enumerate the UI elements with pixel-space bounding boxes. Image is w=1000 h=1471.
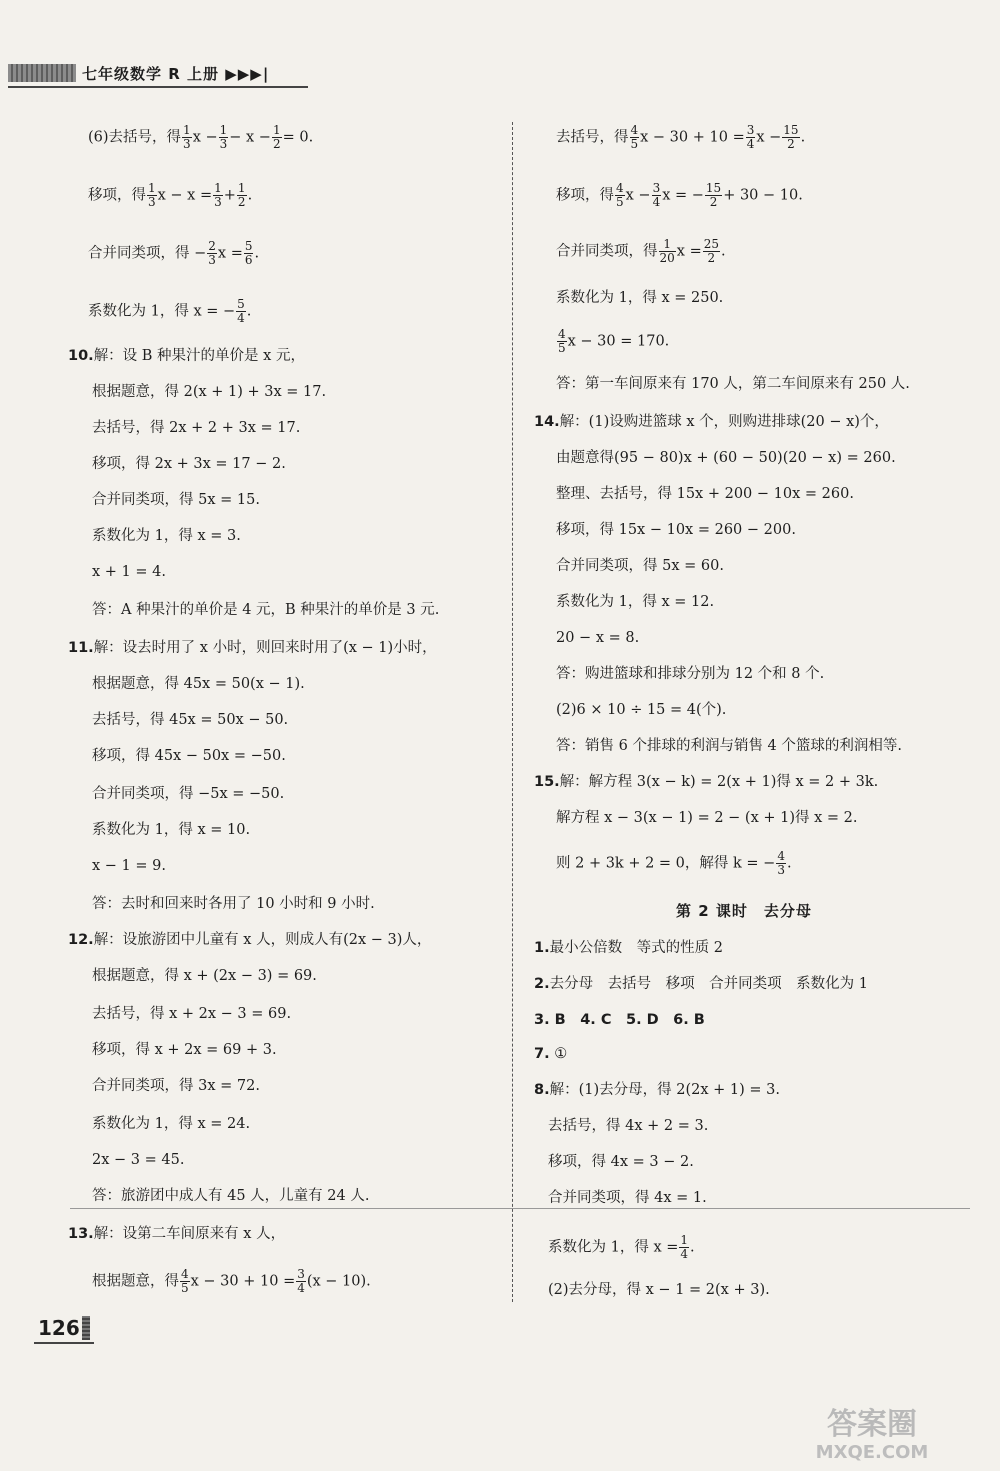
q14-line5: 合并同类项，得 5x = 60. <box>556 558 724 574</box>
q12-line2: 根据题意，得 x + (2x − 3) = 69. <box>92 968 317 984</box>
q14-line7: 20 − x = 8. <box>556 630 640 646</box>
q11-line1: 11.解：设去时用了 x 小时，则回来时用了(x − 1)小时， <box>68 640 437 656</box>
q12-line4: 移项，得 x + 2x = 69 + 3. <box>92 1042 277 1058</box>
q11-line2: 根据题意，得 45x = 50(x − 1). <box>92 676 305 692</box>
s3-line: 3. B 4. C 5. D 6. B <box>534 1012 705 1028</box>
s8-line4: 合并同类项，得 4x = 1. <box>548 1190 707 1206</box>
s8-line2: 去括号，得 4x + 2 = 3. <box>548 1118 709 1134</box>
q14-line9: (2)6 × 10 ÷ 15 = 4(个). <box>556 702 727 718</box>
q12-answer: 答：旅游团中成人有 45 人，儿童有 24 人. <box>92 1188 370 1204</box>
q14-answer2: 答：销售 6 个排球的利润与销售 4 个篮球的利润相等. <box>556 738 902 754</box>
site-watermark <box>772 1400 972 1464</box>
r-answer: 答：第一车间原来有 170 人，第二车间原来有 250 人. <box>556 376 910 392</box>
s8-line1: 8.解：(1)去分母，得 2(2x + 1) = 3. <box>534 1082 780 1098</box>
r-line1: 去括号，得 $\frac{4}{5}$ x − 30 + 10 = $\frac{3}{4}$ x − $\frac{15}{2}$ . <box>556 123 806 151</box>
r-line5: $\frac{4}{5}$ x − 30 = 170. <box>558 327 670 355</box>
q11-answer: 答：去时和回来时各用了 10 小时和 9 小时. <box>92 896 375 912</box>
p6-line4: 系数化为 1，得 x = − $\frac{5}{4}$ . <box>88 297 252 325</box>
q12-line1: 12.解：设旅游团中儿童有 x 人，则成人有(2x − 3)人， <box>68 932 432 948</box>
q14-answer1: 答：购进篮球和排球分别为 12 个和 8 个. <box>556 666 825 682</box>
section-title: 第 2 课时 去分母 <box>676 902 812 920</box>
running-header <box>8 62 269 84</box>
q14-line2: 由题意得(95 − 80)x + (60 − 50)(20 − x) = 260. <box>556 450 896 466</box>
q11-line5: 合并同类项，得 −5x = −50. <box>92 786 285 802</box>
r-line4: 系数化为 1，得 x = 250. <box>556 290 724 306</box>
q15-line3: 则 2 + 3k + 2 = 0，解得 k = − $\frac{4}{3}$ . <box>556 849 792 877</box>
header-decoration <box>8 64 76 82</box>
q12-line7: 2x − 3 = 45. <box>92 1152 185 1168</box>
p6-line3: 合并同类项，得 − $\frac{2}{3}$ x = $\frac{5}{6}$ . <box>88 239 260 267</box>
q10-line2: 根据题意，得 2(x + 1) + 3x = 17. <box>92 384 327 400</box>
p6-line2: 移项，得 $\frac{1}{3}$ x − x = $\frac{1}{3}$ + $\frac{1}{2}$ . <box>88 181 253 209</box>
q11-line3: 去括号，得 45x = 50x − 50. <box>92 712 289 728</box>
s7-line: 7. ① <box>534 1046 568 1062</box>
r-line2: 移项，得 $\frac{4}{5}$ x − $\frac{3}{4}$ x = − $\frac{15}{2}$ + 30 − 10. <box>556 181 803 209</box>
q10-line5: 合并同类项，得 5x = 15. <box>92 492 260 508</box>
header-title: 七年级数学 R 上册 ▶▶▶| <box>82 64 270 83</box>
page-number-rule <box>34 1342 94 1344</box>
s8-line5: 系数化为 1，得 x = $\frac{1}{4}$ . <box>548 1233 695 1261</box>
header-rule <box>8 86 308 88</box>
q14-line1: 14.解：(1)设购进篮球 x 个，则购进排球(20 − x)个， <box>534 414 889 430</box>
q11-line4: 移项，得 45x − 50x = −50. <box>92 748 286 764</box>
q11-line6: 系数化为 1，得 x = 10. <box>92 822 251 838</box>
q12-line3: 去括号，得 x + 2x − 3 = 69. <box>92 1006 292 1022</box>
q10-line4: 移项，得 2x + 3x = 17 − 2. <box>92 456 286 472</box>
q15-line2: 解方程 x − 3(x − 1) = 2 − (x + 1)得 x = 2. <box>556 810 858 826</box>
bottom-rule <box>70 1208 970 1209</box>
q10-line1: 10.解：设 B 种果汁的单价是 x 元， <box>68 348 305 364</box>
q12-line6: 系数化为 1，得 x = 24. <box>92 1116 251 1132</box>
column-divider <box>512 122 513 1302</box>
watermark-logo-icon <box>772 1400 972 1464</box>
q14-line6: 系数化为 1，得 x = 12. <box>556 594 715 610</box>
s2-line: 2.去分母 去括号 移项 合并同类项 系数化为 1 <box>534 976 868 992</box>
s1-line: 1.最小公倍数 等式的性质 2 <box>534 940 723 956</box>
watermark-text: 答案圈 <box>827 1407 917 1442</box>
s8-line3: 移项，得 4x = 3 − 2. <box>548 1154 694 1170</box>
r-line3: 合并同类项，得 $\frac{1}{20}$ x = $\frac{25}{2}$ . <box>556 237 726 265</box>
p6-line1: (6)去括号，得 $\frac{1}{3}$ x − $\frac{1}{3}$ − x − $\frac{1}{2}$ = 0. <box>88 123 314 151</box>
page-number-decoration <box>82 1316 90 1340</box>
page-number: 126 <box>38 1316 80 1340</box>
q13-line2: 根据题意，得 $\frac{4}{5}$ x − 30 + 10 = $\frac{3}{4}$ (x − 10). <box>92 1267 371 1295</box>
q10-line3: 去括号，得 2x + 2 + 3x = 17. <box>92 420 301 436</box>
watermark-url: MXQE.COM <box>815 1442 929 1463</box>
q13-line1: 13.解：设第二车间原来有 x 人， <box>68 1226 286 1242</box>
q10-line7: x + 1 = 4. <box>92 564 166 580</box>
q12-line5: 合并同类项，得 3x = 72. <box>92 1078 260 1094</box>
q15-line1: 15.解：解方程 3(x − k) = 2(x + 1)得 x = 2 + 3k. <box>534 774 879 790</box>
s8-line6: (2)去分母，得 x − 1 = 2(x + 3). <box>548 1282 770 1298</box>
q14-line4: 移项，得 15x − 10x = 260 − 200. <box>556 522 796 538</box>
q10-line6: 系数化为 1，得 x = 3. <box>92 528 241 544</box>
q11-line7: x − 1 = 9. <box>92 858 166 874</box>
q14-line3: 整理、去括号，得 15x + 200 − 10x = 260. <box>556 486 854 502</box>
q10-answer: 答：A 种果汁的单价是 4 元，B 种果汁的单价是 3 元. <box>92 602 440 618</box>
